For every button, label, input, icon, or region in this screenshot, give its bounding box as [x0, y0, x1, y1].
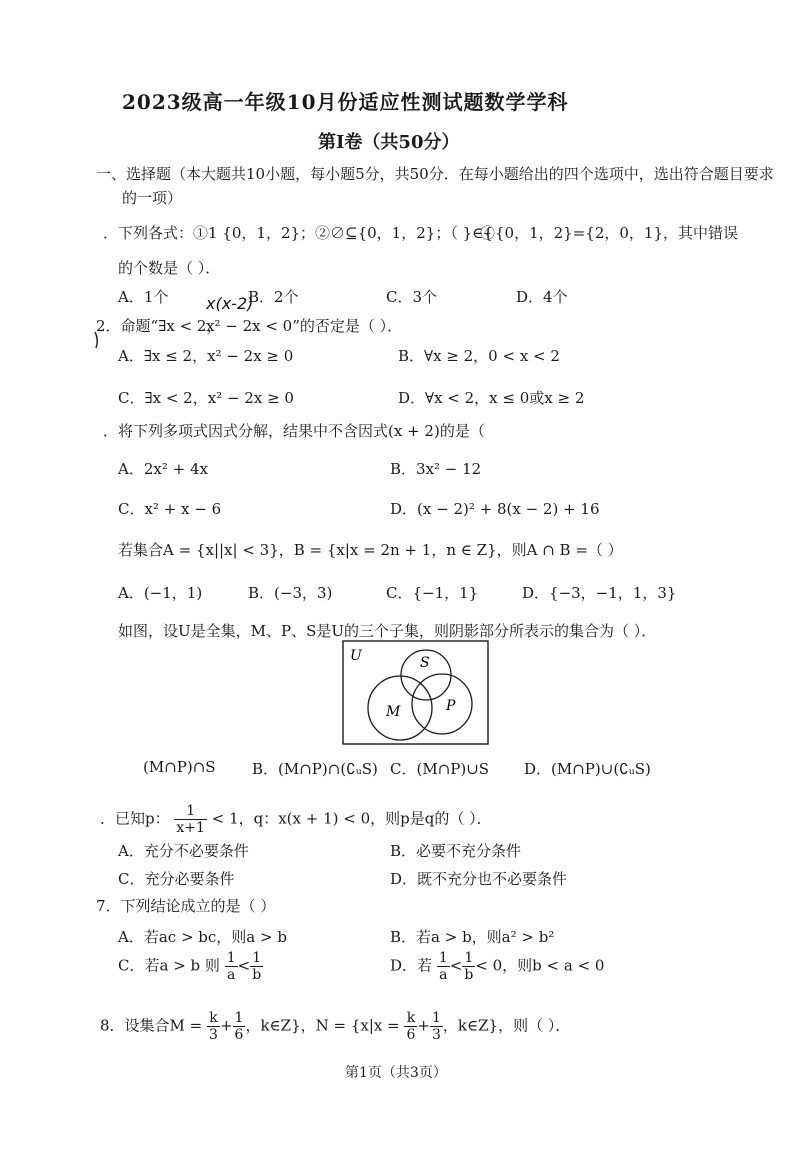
q8-frac-k3-den: 3 — [209, 1027, 218, 1043]
q2-stem-b: x² − 2x < 0”的否定是（ ）． — [206, 317, 403, 335]
q1-option-b: B．2个 — [248, 288, 299, 306]
q8-frac-16 — [233, 1010, 246, 1043]
venn-label-m: M — [386, 704, 401, 720]
q7-d-frac-1-num: 1 — [438, 950, 448, 966]
q8-frac-13 — [430, 1010, 443, 1043]
q4-stem: 若集合A = {x||x| < 3}，B = {x|x = 2n + 1，n ∈ Z}，则A ∩ B =（ ） — [118, 541, 623, 559]
q7-d-frac-1-den: a — [439, 967, 448, 983]
q6-frac-den: x+1 — [176, 820, 205, 836]
q7-d-lt: < — [449, 956, 463, 975]
venn-label-u: U — [350, 648, 362, 664]
q5-option-a: (M∩P)∩S — [143, 758, 216, 776]
q8-frac-k3-num: k — [207, 1010, 220, 1027]
q8-frac-k3 — [207, 1010, 220, 1043]
q6-prefix: ．已知 — [100, 809, 146, 828]
q7-c-frac-1 — [225, 950, 238, 983]
venn-diagram — [342, 640, 490, 750]
q7-option-c — [118, 950, 263, 983]
q6-option-b: B．必要不充分条件 — [390, 842, 522, 860]
q6-p-label: p： — [145, 809, 170, 828]
q3-option-d: D．(x − 2)² + 8(x − 2) + 16 — [390, 500, 600, 518]
q3-option-c: C．x² + x − 6 — [118, 500, 222, 518]
q2-option-d: D．∀x < 2，x ≤ 0或x ≥ 2 — [398, 389, 585, 407]
q6-rest: < 1，q：x(x + 1) < 0，则p是q的（ ）． — [211, 809, 492, 828]
q1-stem: ．下列各式：①1 {0，1，2}；②∅⊆{0，1，2}；（ }∈{ — [103, 224, 493, 242]
q6-fraction — [174, 803, 207, 836]
q7-d-frac-2-den: b — [464, 967, 474, 983]
q2-option-c: C．∃x < 2，x² − 2x ≥ 0 — [118, 389, 294, 407]
q7-c-frac-2-num: 1 — [250, 950, 263, 967]
q5-option-b: B．(M∩P)∩(∁ᵤS) — [252, 760, 378, 778]
q7-stem: 7．下列结论成立的是（ ） — [96, 897, 276, 915]
q7-option-a: A．若ac > bc，则a > b — [118, 928, 287, 946]
q6-option-c: C．充分必要条件 — [118, 870, 235, 888]
venn-label-s: S — [420, 655, 430, 671]
q2-option-a: A．∃x ≤ 2，x² − 2x ≥ 0 — [118, 347, 294, 365]
q8-end: ，k∈Z}，则（ ）． — [442, 1016, 571, 1035]
q2-option-b: B．∀x ≥ 2，0 < x < 2 — [398, 347, 560, 365]
q5-option-c: C．(M∩P)∪S — [390, 760, 490, 778]
q7-c-frac-1-num: 1 — [226, 950, 236, 966]
q8-frac-16-num: 1 — [234, 1010, 244, 1026]
q7-d-frac-1 — [437, 950, 450, 983]
q7-d-prefix: D．若 — [390, 956, 433, 975]
q6-option-a: A．充分不必要条件 — [118, 842, 249, 860]
q6-frac-num: 1 — [174, 803, 207, 820]
q1-option-c: C．3个 — [386, 288, 438, 306]
q4-option-a: A．(−1，1) — [118, 584, 203, 602]
exam-title: 2023级高一年级10月份适应性测试题数学学科 — [122, 90, 569, 114]
q8-mid: ，k∈Z}，N = {x|x = — [245, 1016, 400, 1035]
q7-c-frac-2 — [250, 950, 263, 983]
q3-stem: ．将下列多项式因式分解，结果中不含因式(x + 2)的是（ — [103, 422, 485, 440]
q7-d-rest: < 0，则b < a < 0 — [475, 956, 605, 975]
q5-option-d: D．(M∩P)∪(∁ᵤS) — [524, 760, 651, 778]
q8-prefix: 8．设集合M = — [100, 1016, 203, 1035]
q4-option-c: C．{−1，1} — [386, 584, 479, 602]
q7-c-frac-1-den: a — [226, 967, 236, 983]
q3-option-a: A．2x² + 4x — [118, 460, 208, 478]
q8-frac-k6-num: k — [404, 1010, 417, 1027]
q4-option-b: B．(−3，3) — [248, 584, 333, 602]
q8-frac-16-den: 6 — [234, 1027, 244, 1043]
q8-frac-k6-den: 6 — [406, 1027, 416, 1043]
q7-c-frac-2-den: b — [252, 967, 262, 983]
q7-c-lt: < — [237, 956, 251, 975]
q4-option-d: D．{−3，−1，1，3} — [522, 584, 677, 602]
exam-part-title: 第Ⅰ卷（共50分） — [318, 132, 460, 153]
q1-stem-line2: 的个数是（ ）． — [118, 259, 221, 277]
q8-frac-13-num: 1 — [431, 1010, 441, 1026]
q6-stem — [100, 803, 492, 836]
page-footer: 第1页（共3页） — [345, 1065, 447, 1081]
q6-option-d: D．既不充分也不必要条件 — [390, 870, 568, 888]
q7-d-frac-2 — [462, 950, 475, 983]
q2-stem-a: 2．命题“∃x < 2， — [96, 317, 222, 335]
q7-option-b: B．若a > b，则a² > b² — [390, 928, 555, 946]
q8-plus: + — [219, 1016, 233, 1035]
venn-label-p: P — [446, 698, 456, 714]
q2-handwritten-note: x(x-2) — [206, 294, 254, 313]
section-heading-cont: 的一项） — [122, 189, 183, 207]
margin-pen-mark — [92, 330, 102, 350]
q1-stem-tail: ④{0，1，2}={2，0，1}，其中错误 — [480, 224, 739, 242]
q7-option-d — [390, 950, 604, 983]
q8-frac-13-den: 3 — [431, 1027, 441, 1043]
q7-c-prefix: C．若a > b 则 — [118, 956, 220, 975]
q8-stem — [100, 1010, 570, 1043]
q8-frac-k6 — [404, 1010, 417, 1043]
q1-option-d: D．4个 — [516, 288, 568, 306]
q3-option-b: B．3x² − 12 — [390, 460, 482, 478]
q8-plus-2: + — [417, 1016, 430, 1035]
section-heading: 一、选择题（本大题共10小题，每小题5分，共50分．在每小题给出的四个选项中，选出符合题目要求 — [96, 165, 774, 183]
q5-stem: 如图，设U是全集，M、P、S是U的三个子集，则阴影部分所表示的集合为（ ）． — [118, 622, 657, 640]
q7-d-frac-2-num: 1 — [462, 950, 475, 967]
q1-option-a: A．1个 — [118, 288, 169, 306]
